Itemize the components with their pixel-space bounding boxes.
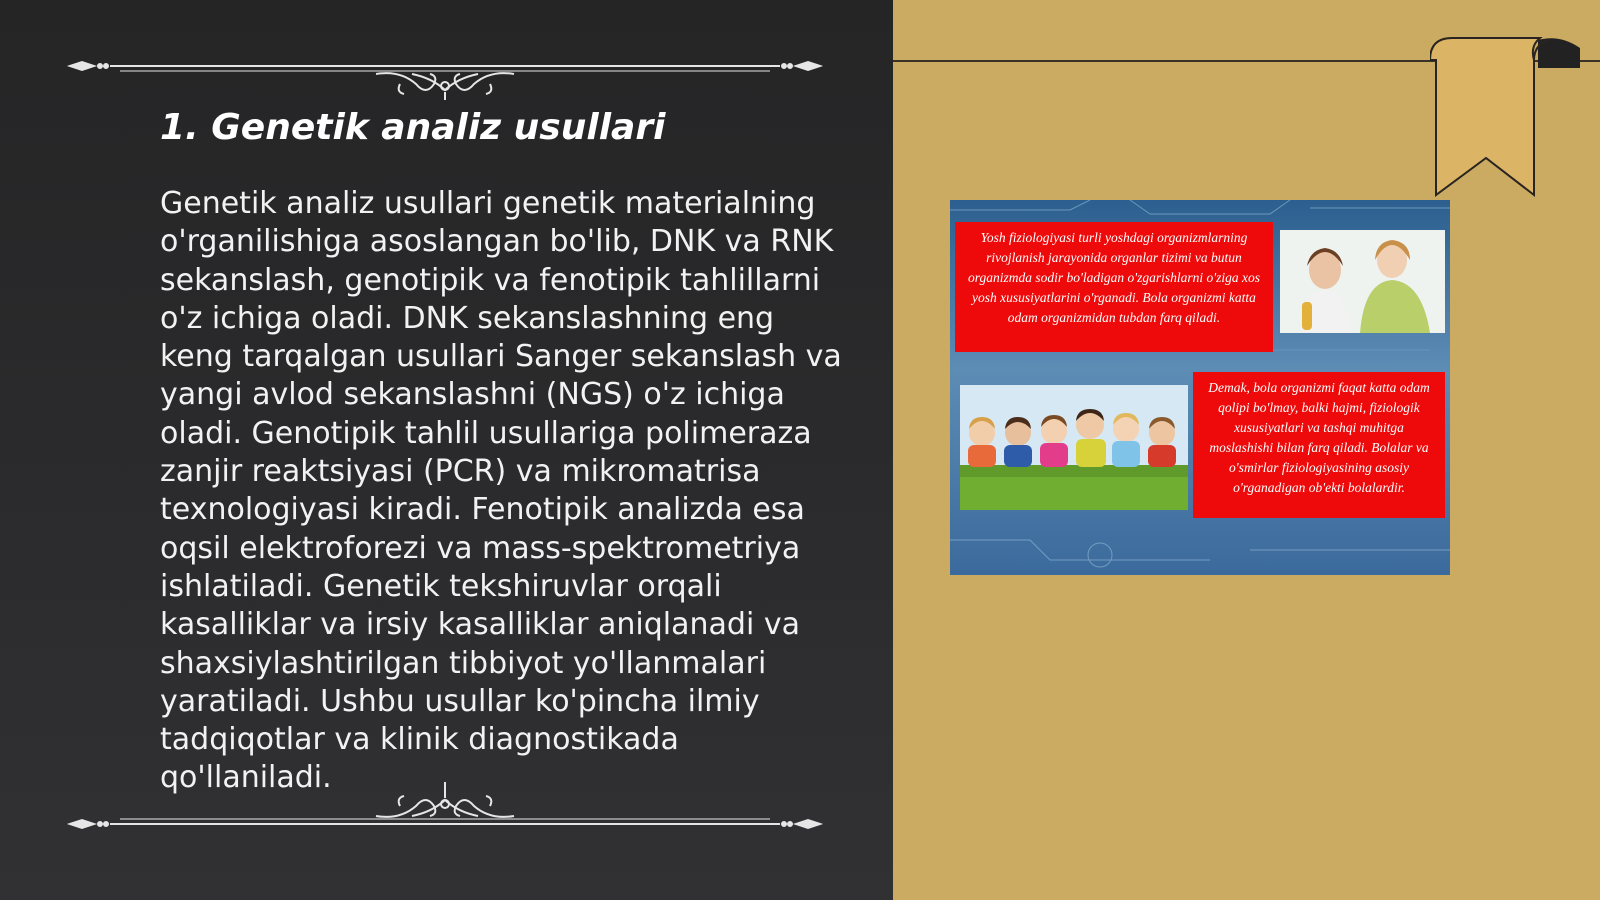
embedded-slide-image: [950, 200, 1450, 575]
slide-title: 1. Genetik analiz usullari: [160, 107, 666, 148]
info-box-top: Yosh fiziologiyasi turli yoshdagi organizmlarning rivojlanish jarayonida organlar tizimi va butun organizmda sodir bo'ladigan o'zgarishlarni o'ziga xos yosh xususiyatlarini o'rganadi. Bola organizmi katta odam organizmidan tubdan farq qiladi.: [955, 222, 1273, 352]
photo-children-on-grass: [960, 385, 1188, 510]
slide-body-text: Genetik analiz usullari genetik materialning o'rganilishiga asoslangan bo'lib, DNK va RNK sekanslash, genotipik va fenotipik tahlillarni o'z ichiga oladi. DNK sekanslashning eng keng tarqalgan usullari Sanger sekanslash va yangi avlod sekanslashni (NGS) o'z ichiga oladi. Genotipik tahlil usullariga polimeraza zanjir reaktsiyasi (PCR) va mikromatrisa texnologiyasi kiradi. Fenotipik analizda esa oqsil elektroforezi va mass-spektrometriya ishlatiladi. Genetik tekshiruvlar orqali kasalliklar va irsiy kasalliklar aniqlanadi va shaxsiylashtirilgan tibbiyot yo'llanmalari yaratiladi. Ushbu usullar ko'pincha ilmiy tadqiqotlar va klinik diagnostikada qo'llaniladi.: [160, 186, 842, 796]
info-box-bottom: Demak, bola organizmi faqat katta odam qolipi bo'lmay, balki hajmi, fiziologik xususiyatlari va tashqi muhitga moslashishi bilan farq qiladi. Bolalar va o'smirlar fiziologiyasining asosiy o'rganadigan ob'ekti bolalardir.: [1193, 372, 1445, 518]
bookmark-ribbon-icon: [1430, 30, 1600, 200]
ornament-divider-top-icon: [60, 40, 830, 100]
ornament-divider-bottom-icon: [60, 770, 830, 830]
photo-mother-child: [1280, 230, 1445, 333]
